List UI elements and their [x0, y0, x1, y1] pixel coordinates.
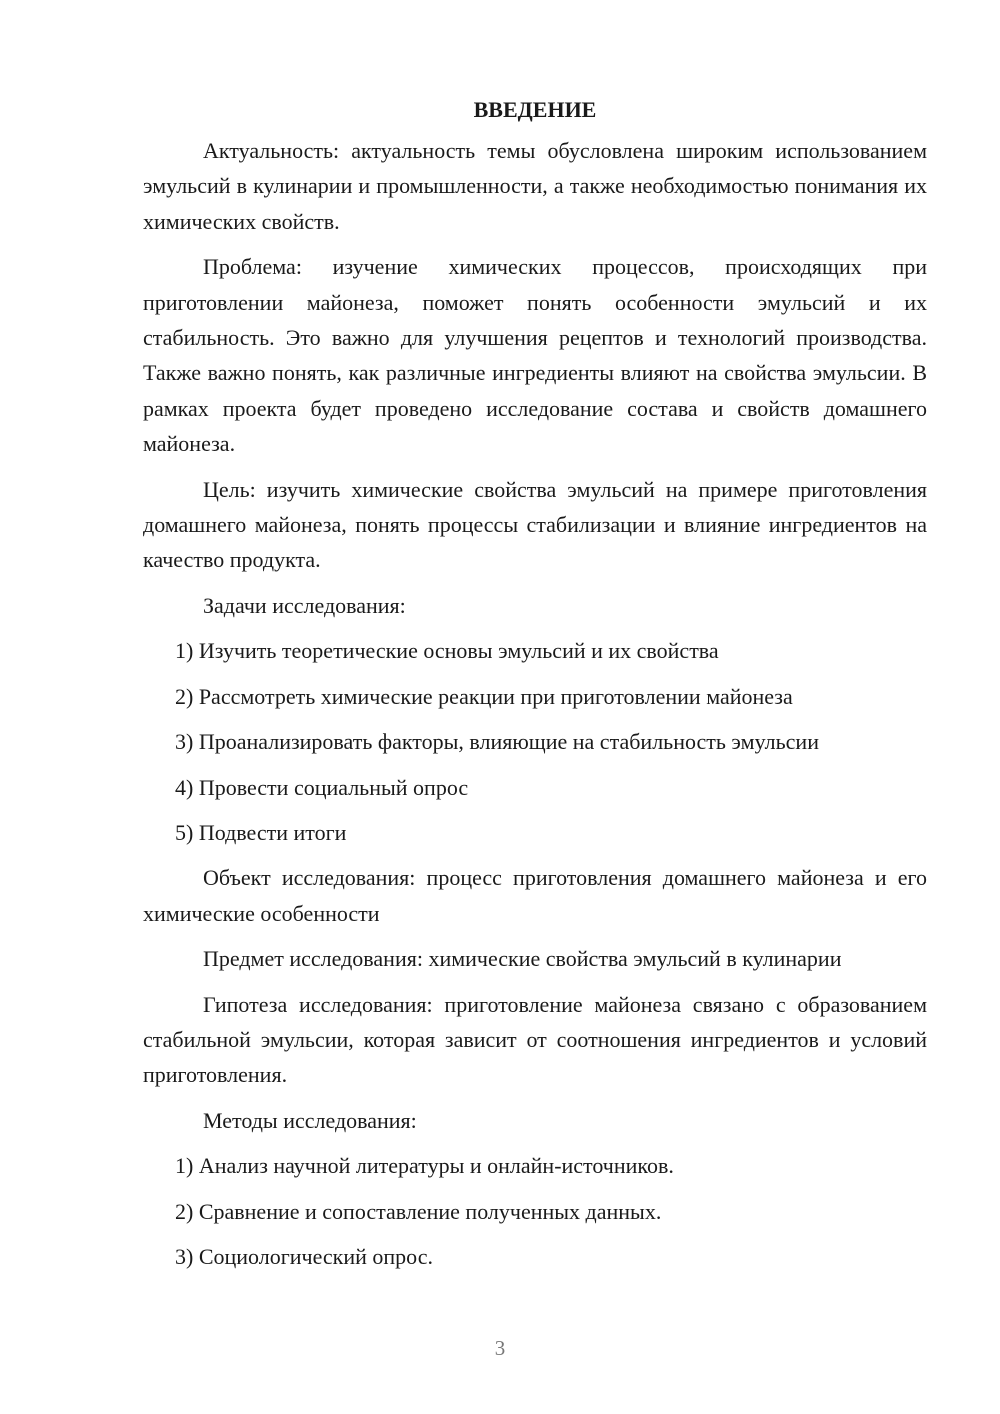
method-item: 3) Социологический опрос.	[175, 1243, 433, 1269]
relevance-paragraph: Актуальность: актуальность темы обусловлена широким использованием эмульсий в кулинарии и промышленности, а также необходимостью понимания их химических свойств.	[143, 138, 927, 234]
problem-paragraph: Проблема: изучение химических процессов, происходящих при приготовлении майонеза, поможет понять особенности эмульсий и их стабильность. Это важно для улучшения рецептов и технологий производства. Также важно понять, как различные ингредиенты влияют на свойства эмульсии. В рамках проекта будет проведено исследование состава и свойств домашнего майонеза.	[143, 254, 927, 457]
tasks-title: Задачи исследования:	[203, 592, 406, 618]
page-content	[143, 92, 927, 1284]
object-paragraph: Объект исследования: процесс приготовления домашнего майонеза и его химические особенности	[143, 865, 927, 926]
hypothesis-paragraph: Гипотеза исследования: приготовление майонеза связано с образованием стабильной эмульсии, которая зависит от соотношения ингредиентов и условий приготовления.	[143, 991, 927, 1088]
task-item: 4) Провести социальный опрос	[175, 774, 469, 800]
task-item: 5) Подвести итоги	[175, 819, 347, 845]
task-item: 3) Проанализировать факторы, влияющие на стабильность эмульсии	[175, 729, 819, 755]
section-heading: ВВЕДЕНИЕ	[473, 97, 597, 122]
subject-paragraph: Предмет исследования: химические свойства эмульсий в кулинарии	[203, 946, 842, 972]
method-item: 1) Анализ научной литературы и онлайн-источников.	[175, 1153, 674, 1179]
goal-paragraph: Цель: изучить химические свойства эмульсий на примере приготовления домашнего майонеза, понять процессы стабилизации и влияние ингредиентов на качество продукта.	[143, 476, 927, 573]
page-number: 3	[494, 1336, 506, 1360]
task-item: 2) Рассмотреть химические реакции при приготовлении майонеза	[175, 683, 793, 709]
method-item: 2) Сравнение и сопоставление полученных данных.	[175, 1198, 662, 1224]
task-item: 1) Изучить теоретические основы эмульсий и их свойства	[175, 638, 719, 664]
methods-title: Методы исследования:	[203, 1107, 417, 1133]
